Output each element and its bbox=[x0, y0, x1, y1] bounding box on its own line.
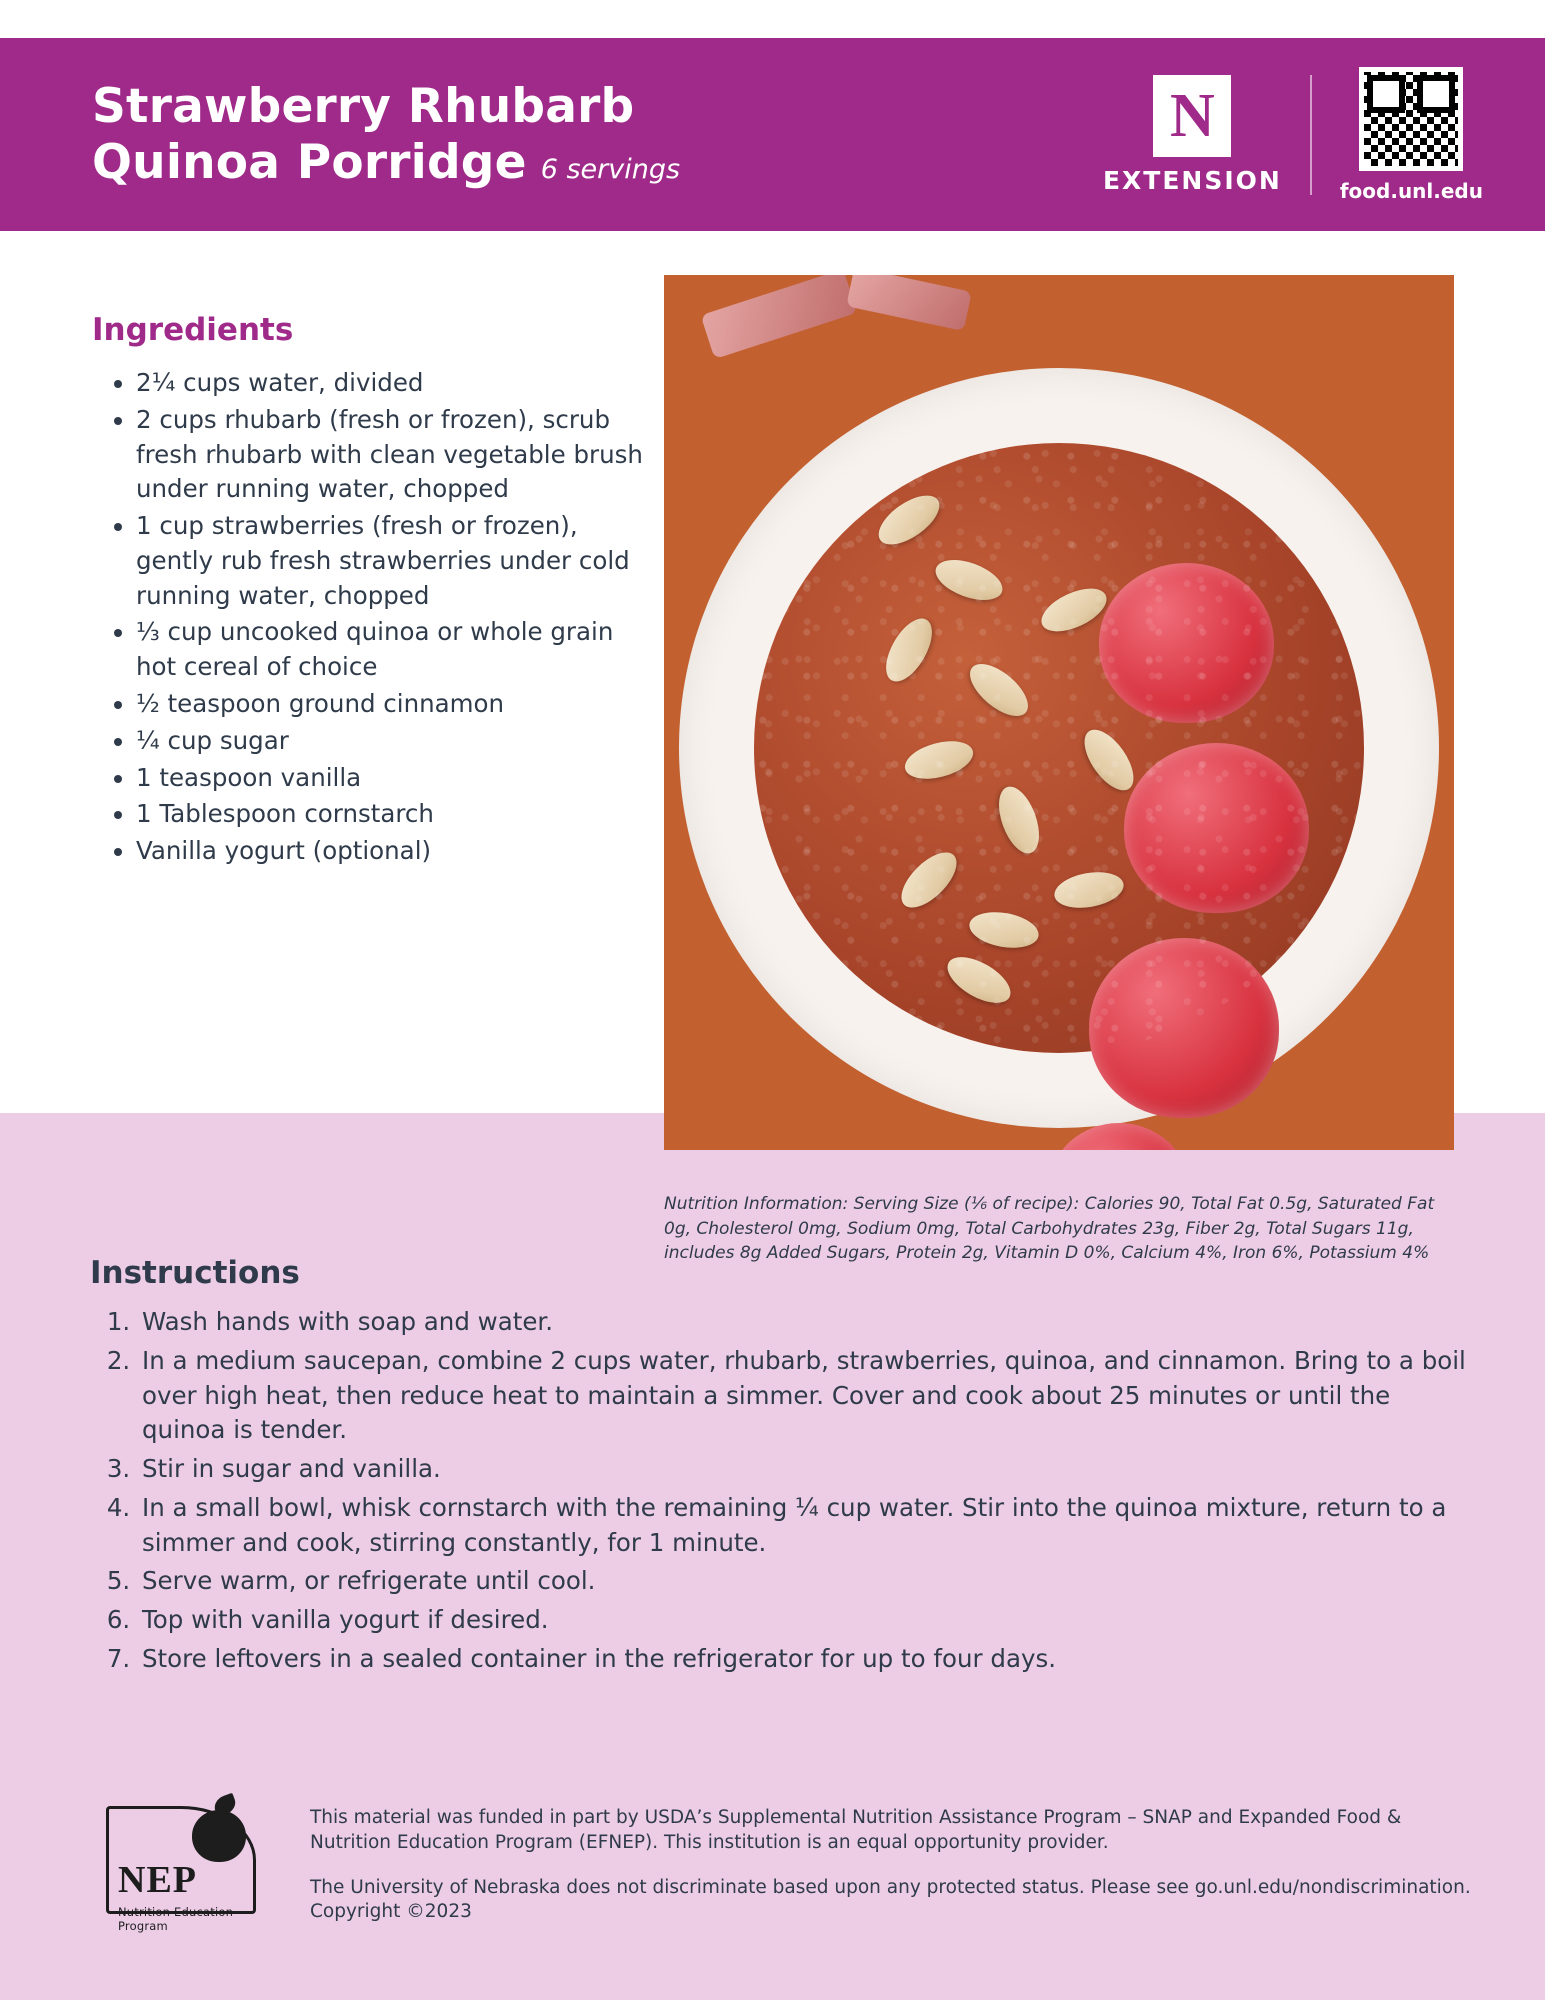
funding-statement: This material was funded in part by USDA’s Supplemental Nutrition Assistance Program – SNAP and Expanded Food & Nutrition Education Program (EFNEP). This institution is an equal opportunity provider. bbox=[310, 1807, 1402, 1853]
list-item: 7. Store leftovers in a sealed container in the refrigerator for up to four days. bbox=[138, 1642, 1480, 1677]
almond-slice bbox=[901, 734, 977, 785]
almond-slice bbox=[892, 843, 966, 917]
servings-label: 6 servings bbox=[540, 153, 681, 185]
list-item: • 1 Tablespoon cornstarch bbox=[136, 797, 652, 832]
strawberry bbox=[1099, 563, 1274, 723]
almond-slice bbox=[1052, 867, 1127, 913]
ingredients-heading: Ingredients bbox=[92, 312, 294, 348]
almond-slice bbox=[940, 947, 1018, 1011]
nebraska-n-icon: N bbox=[1153, 75, 1231, 157]
apple-icon bbox=[192, 1810, 246, 1862]
instructions-list bbox=[90, 1305, 1480, 1677]
ingredients-section bbox=[92, 312, 652, 871]
extension-label: EXTENSION bbox=[1102, 165, 1282, 195]
list-item: 5. Serve warm, or refrigerate until cool. bbox=[138, 1564, 1480, 1599]
unl-extension-logo bbox=[1103, 75, 1312, 195]
nep-logo bbox=[96, 1800, 266, 1935]
footer-text bbox=[310, 1800, 1476, 1925]
nondiscrimination-statement: The University of Nebraska does not discriminate based upon any protected status. Please see go.unl.edu/nondiscrimination. Copyright ©2023 bbox=[310, 1876, 1471, 1923]
almond-slice bbox=[967, 907, 1042, 953]
header-branding bbox=[1103, 67, 1483, 203]
almond-slice bbox=[877, 611, 941, 689]
almond-slice bbox=[1075, 721, 1143, 798]
list-item: • 1 cup strawberries (fresh or frozen), gently rub fresh strawberries under cold running water, chopped bbox=[136, 509, 652, 613]
list-item: 6. Top with vanilla yogurt if desired. bbox=[138, 1603, 1480, 1638]
qr-block[interactable] bbox=[1340, 67, 1483, 203]
almond-slice bbox=[1035, 579, 1113, 639]
list-item: 4. In a small bowl, whisk cornstarch with the remaining ¼ cup water. Stir into the quinoa mixture, return to a simmer and cook, stirring constantly, for 1 minute. bbox=[138, 1491, 1480, 1561]
list-item: • ⅓ cup uncooked quinoa or whole grain hot cereal of choice bbox=[136, 615, 652, 685]
list-item: • ¼ cup sugar bbox=[136, 724, 652, 759]
strawberry bbox=[1089, 938, 1279, 1118]
strawberry bbox=[1124, 743, 1309, 913]
list-item: • 2 cups rhubarb (fresh or frozen), scrub fresh rhubarb with clean vegetable brush under running water, chopped bbox=[136, 403, 652, 507]
list-item: 3. Stir in sugar and vanilla. bbox=[138, 1452, 1480, 1487]
ingredients-list bbox=[92, 366, 652, 869]
page-header bbox=[0, 38, 1545, 231]
list-item: 2. In a medium saucepan, combine 2 cups water, rhubarb, strawberries, quinoa, and cinnamon. Bring to a boil over high heat, then reduce heat to maintain a simmer. Cover and cook about 25 minutes or until the quinoa is tender. bbox=[138, 1344, 1480, 1448]
recipe-photo bbox=[664, 275, 1454, 1150]
qr-url-label: food.unl.edu bbox=[1339, 178, 1483, 203]
porridge-surface bbox=[754, 443, 1364, 1053]
page-footer bbox=[96, 1800, 1476, 1935]
nep-subtitle: Nutrition Education Program bbox=[118, 1905, 234, 1933]
rhubarb-piece bbox=[846, 275, 972, 331]
qr-code-icon[interactable] bbox=[1359, 67, 1463, 171]
list-item: • ½ teaspoon ground cinnamon bbox=[136, 687, 652, 722]
instructions-section bbox=[90, 1255, 1480, 1681]
almond-slice bbox=[991, 781, 1047, 858]
list-item: • 1 teaspoon vanilla bbox=[136, 761, 652, 796]
list-item: • Vanilla yogurt (optional) bbox=[136, 834, 652, 869]
list-item: • 2¼ cups water, divided bbox=[136, 366, 652, 401]
nep-acronym: NEP bbox=[118, 1859, 197, 1901]
nutrition-information: Nutrition Information: Serving Size (⅙ of recipe): Calories 90, Total Fat 0.5g, Saturated Fat 0g, Cholesterol 0mg, Sodium 0mg, Total Carbohydrates 23g, Fiber 2g, Total Sugars 11g, includes 8g Added Sugars, Protein 2g, Vitamin D 0%, Calcium 4%, Iron 6%, Potassium 4% bbox=[664, 1194, 1435, 1264]
almond-slice bbox=[930, 552, 1007, 608]
instructions-heading: Instructions bbox=[90, 1255, 300, 1291]
rhubarb-piece bbox=[701, 275, 858, 359]
recipe-title-line-1: Strawberry Rhubarb bbox=[92, 79, 635, 135]
recipe-title-block bbox=[92, 79, 680, 190]
almond-slice bbox=[961, 654, 1036, 725]
recipe-title-line-2: Quinoa Porridge bbox=[92, 134, 527, 190]
list-item: 1. Wash hands with soap and water. bbox=[138, 1305, 1480, 1340]
